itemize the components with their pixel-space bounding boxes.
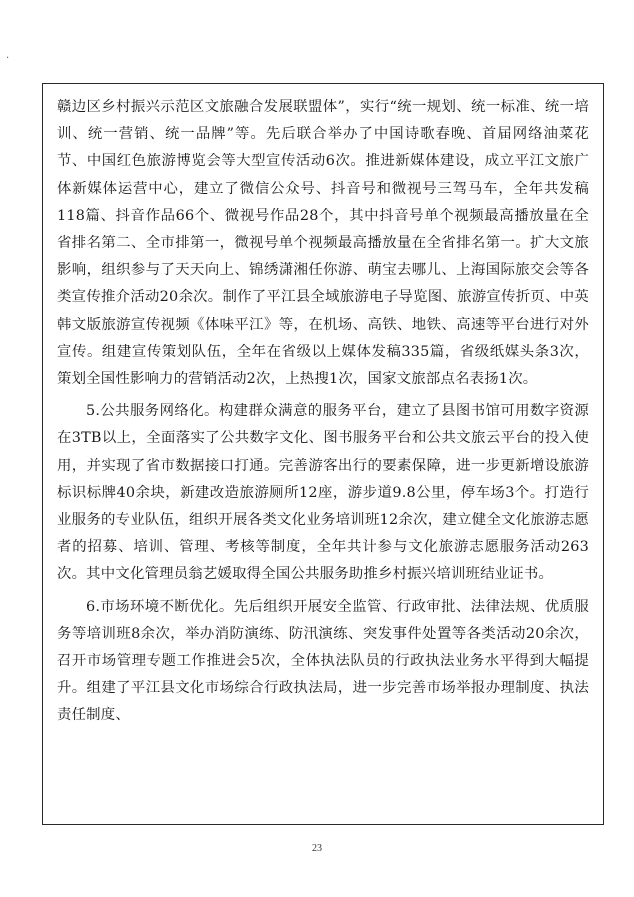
paragraph-publicity: 赣边区乡村振兴示范区文旅融合发展联盟体”，实行“统一规划、统一标准、统一培训、统一营销、统一品牌”等。先后联合举办了中国诗歌春晚、首届网络油菜花节、中国红色旅游博览会等大型宣传活动6次。推进新媒体建设，成立平江文旅广体新媒体运营中心，建立了微信公众号、抖音号和微视号三驾马车，全年共发稿118篇、抖音作品66个、微视号作品28个，其中抖音号单个视频最高播放量在全省排名第二、全市排第一，微视号单个视频最高播放量在全省排名第一。扩大文旅影响，组织参与了天天向上、锦绣潇湘任你游、萌宝去哪儿、上海国际旅交会等各类宣传推介活动20余次。制作了平江县全域旅游电子导览图、旅游宣传折页、中英韩文版旅游宣传视频《体味平江》等，在机场、高铁、地铁、高速等平台进行对外宣传。组建宣传策划队伍，全年在省级以上媒体发稿335篇，省级纸媒头条3次，策划全国性影响力的营销活动2次，上热搜1次，国家文旅部点名表扬1次。 — [57, 99, 589, 388]
paragraph-public-service: 5.公共服务网络化。构建群众满意的服务平台，建立了县图书馆可用数字资源在3TB以上，全面落实了公共数字文化、图书服务平台和公共文旅云平台的投入使用，并实现了省市数据接口打通。完善游客出行的要素保障，进一步更新增设旅游标识标牌40余块，新建改造旅游厕所12座，游步道9.8公里，停车场3个。打造行业服务的专业队伍，组织开展各类文化业务培训班12余次，建立健全文化旅游志愿者的招募、培训、管理、考核等制度，全年共计参与文化旅游志愿服务活动263次。其中文化管理员翁艺媛取得全国公共服务助推乡村振兴培训班结业证书。 — [57, 403, 589, 583]
margin-mark: . — [6, 50, 10, 61]
paragraph-market-environment: 6.市场环境不断优化。先后组织开展安全监管、行政审批、法律法规、优质服务等培训班8余次，举办消防演练、防汛演练、突发事件处置等各类活动20余次，召开市场管理专题工作推进会5次，全体执法队员的行政执法业务水平得到大幅提升。组建了平江县文化市场综合行政执法局，进一步完善市场举报办理制度、执法责任制度、 — [57, 598, 589, 724]
document-frame — [42, 83, 604, 825]
document-body — [57, 94, 589, 730]
page-number: 23 — [312, 843, 322, 854]
